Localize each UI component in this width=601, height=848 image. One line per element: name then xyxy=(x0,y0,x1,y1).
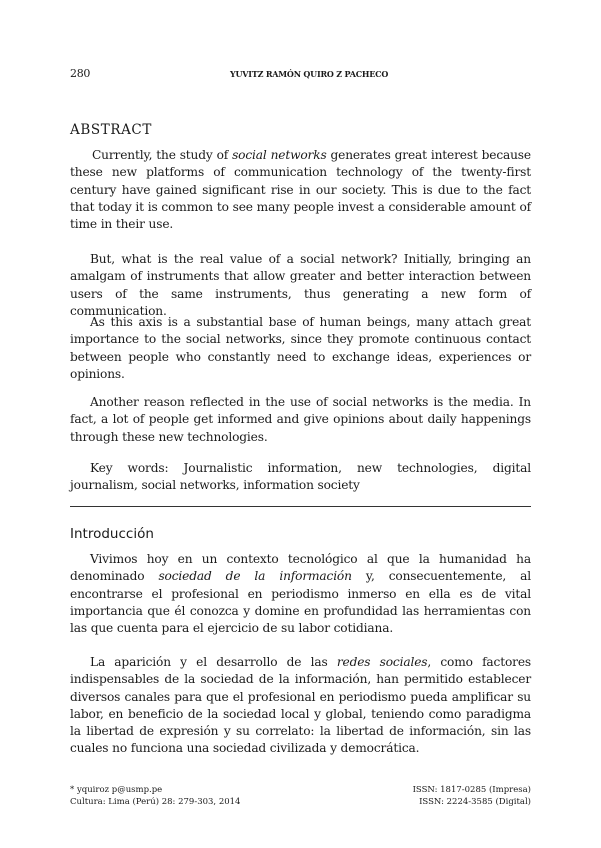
author-email: * yquiroz p@usmp.pe xyxy=(70,785,163,795)
running-head xyxy=(70,67,530,83)
intro-p1-text-a: Vivimos hoy en un contexto tecnológico al que la humanidad ha denominado xyxy=(70,552,531,584)
introduction-paragraph-1 xyxy=(70,551,531,637)
section-divider xyxy=(70,506,531,507)
intro-p2-text-a: La aparición y el desarrollo de las xyxy=(90,655,337,669)
intro-p1-text-b: y, consecuentemente, al encontrarse el profesional en periodismo inmerso en ella es de vital importancia que él conozca y domine en profundidad las herramientas con las que cuenta para el ejercicio de su labor cotidiana. xyxy=(70,569,531,636)
page-number: 280 xyxy=(70,67,91,80)
intro-p2-emphasis: redes sociales xyxy=(336,655,428,669)
abstract-paragraph-3: As this axis is a substantial base of human beings, many attach great importance to the social networks, since they promote continuous contact between people who constantly need to exchange ideas, experiences or opinions. xyxy=(70,315,531,381)
running-title: YUVITZ RAMÓN QUIRO Z PACHECO xyxy=(230,69,389,79)
intro-p2-text-b: , como factores indispensables de la sociedad de la información, han permitido establecer diversos canales para que el profesional en periodismo pueda amplificar su labor, en beneficio de la sociedad local y global, teniendo como paradigma la libertad de expresión y su correlato: la libertad de información, sin las cuales no funciona una sociedad civilizada y democrática. xyxy=(70,655,532,756)
journal-citation: Cultura: Lima (Perú) 28: 279-303, 2014 xyxy=(70,797,241,807)
abstract-keywords: Key words: Journalistic information, new technologies, digital journalism, social networks, information society xyxy=(70,461,531,493)
abstract-paragraph-4: Another reason reflected in the use of social networks is the media. In fact, a lot of people get informed and give opinions about daily happenings through these new technologies. xyxy=(70,395,531,444)
abstract-paragraph-2: But, what is the real value of a social network? Initially, bringing an amalgam of instruments that allow greater and better interaction between users of the same instruments, thus generating a new form of communication. xyxy=(70,252,531,318)
issn-digital: ISSN: 2224-3585 (Digital) xyxy=(419,797,531,807)
footer-right xyxy=(413,784,531,808)
introduction-heading: Introducción xyxy=(70,526,154,542)
introduction-paragraph-2 xyxy=(70,654,531,758)
abstract-p1-text-a: Currently, the study of xyxy=(92,148,233,162)
abstract-p1-text-b: generates great interest because these new platforms of communication technology of the twenty-first century have gained significant rise in our society. This is due to the fact that today it is common to see many people invest a considerable amount of time in their use. xyxy=(70,148,531,232)
abstract-p1-emphasis: social networks xyxy=(232,148,327,162)
abstract-heading: ABSTRACT xyxy=(70,122,152,138)
page-footer xyxy=(70,784,531,814)
footer-left xyxy=(70,784,240,808)
issn-print: ISSN: 1817-0285 (Impresa) xyxy=(412,785,531,795)
abstract-paragraph-1 xyxy=(70,147,531,233)
intro-p1-emphasis: sociedad de la información xyxy=(158,569,352,584)
